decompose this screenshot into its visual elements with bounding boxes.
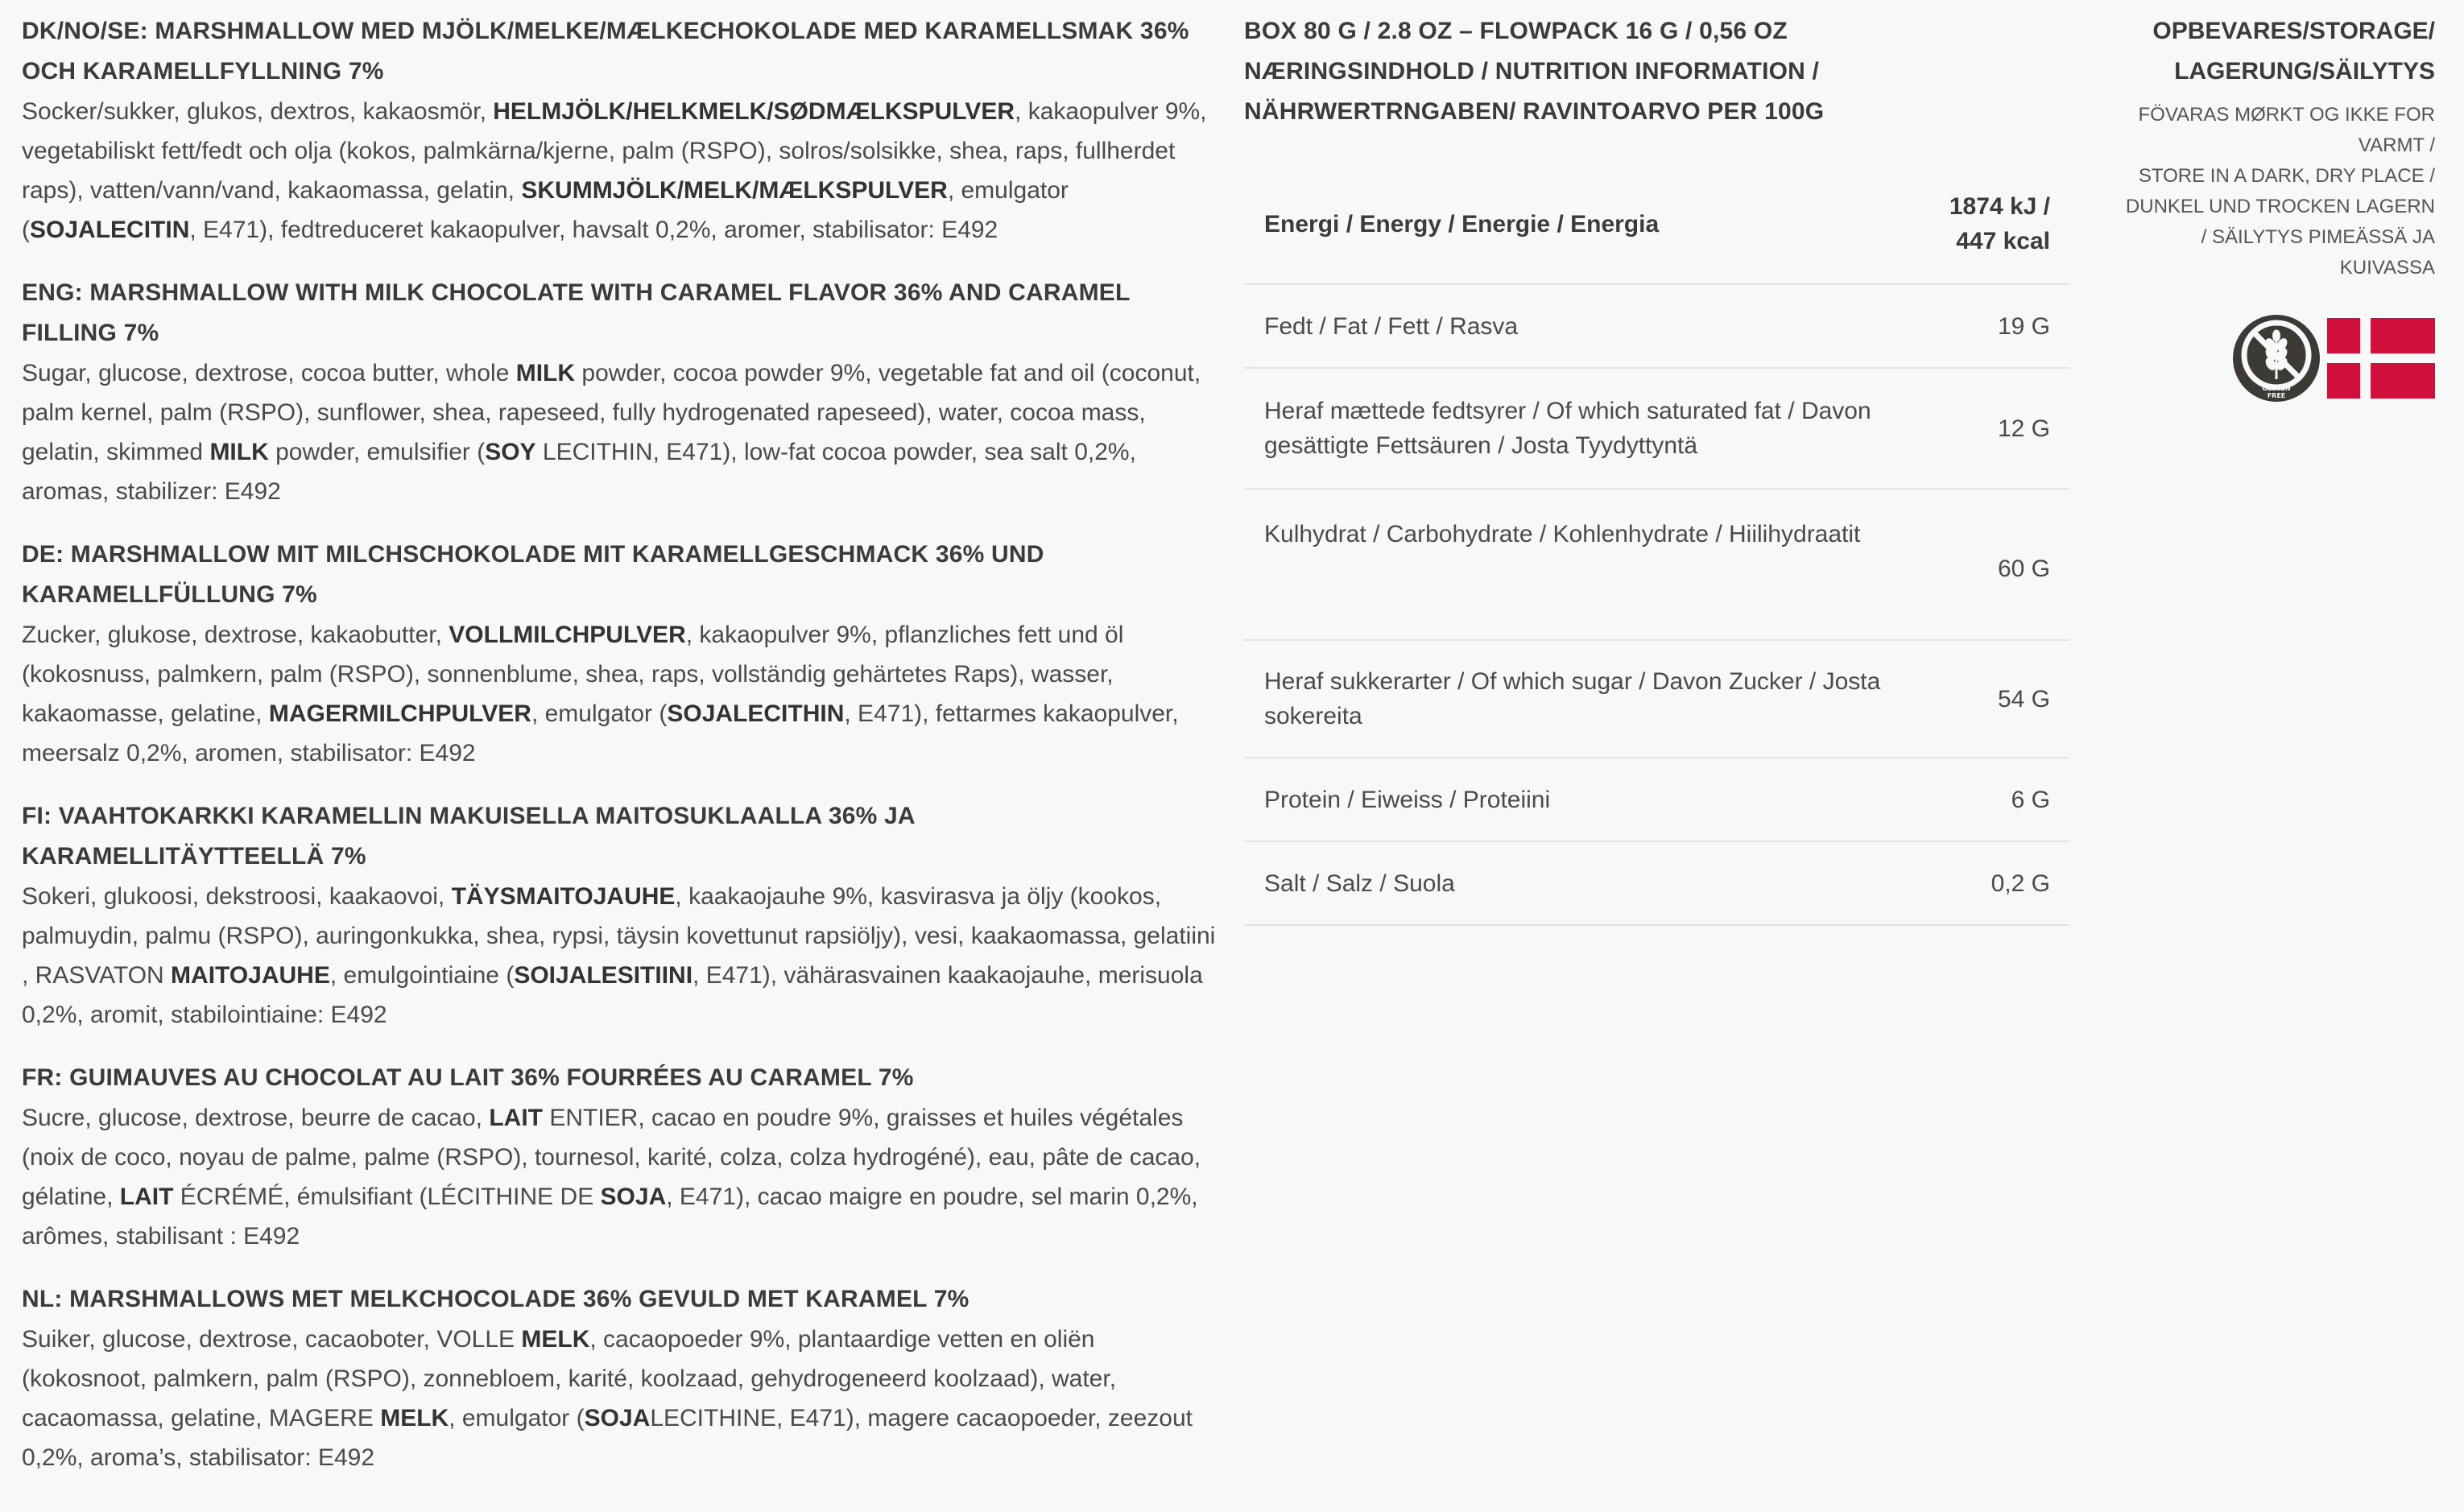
nutrition-label: Kulhydrat / Carbohydrate / Kohlenhydrate / Hiilihydraatit bbox=[1264, 521, 1861, 547]
allergen-text: MILK bbox=[209, 439, 269, 465]
allergen-text: SOJALECITHIN bbox=[667, 700, 845, 727]
section-body bbox=[22, 615, 1222, 773]
allergen-text: HELMJÖLK/HELKMELK/SØDMÆLKSPULVER bbox=[493, 98, 1015, 125]
allergen-text: SKUMMJÖLK/MELK/MÆLKSPULVER bbox=[521, 177, 948, 204]
text-segment: , E471), fettarmes kakaopulver, meersalz 0,2%, aromen, stabilisator: E492 bbox=[22, 700, 1179, 766]
section-title: DE: MARSHMALLOW MIT MILCHSCHOKOLADE MIT KARAMELLGESCHMACK 36% UND KARAMELLFÜLLUNG 7% bbox=[22, 541, 1044, 608]
nutrition-row-protein bbox=[1244, 758, 2069, 842]
allergen-text: LAIT bbox=[119, 1184, 174, 1210]
nutrition-label: Heraf mættede fedtsyrer / Of which saturated fat / Davon gesättigte Fettsäuren / Josta Tyydyttyntä bbox=[1264, 398, 1871, 459]
text-segment: Sokeri, glukoosi, dekstroosi, kaakaovoi, bbox=[22, 883, 452, 910]
section-body bbox=[22, 1098, 1222, 1256]
nutrition-label: Protein / Eiweiss / Proteiini bbox=[1264, 786, 1551, 813]
section-body bbox=[22, 92, 1222, 250]
ingredients-section-de bbox=[22, 535, 1222, 773]
ingredients-section-eng bbox=[22, 273, 1222, 511]
text-segment: , emulgator ( bbox=[531, 700, 668, 727]
ingredients-column bbox=[22, 11, 1222, 1501]
ingredients-section-fr bbox=[22, 1058, 1222, 1256]
section-title: DK/NO/SE: MARSHMALLOW MED MJÖLK/MELKE/MÆLKECHOKOLADE MED KARAMELLSMAK 36% OCH KARAMELLFYLLNING 7% bbox=[22, 18, 1189, 85]
text-segment: , emulgator ( bbox=[449, 1405, 585, 1431]
text-segment: LECITHIN, E471), low-fat cocoa powder, sea salt 0,2%, aromas, stabilizer: E492 bbox=[22, 439, 1136, 505]
allergen-text: LAIT bbox=[489, 1105, 543, 1131]
nutrition-header-line: NÆRINGSINDHOLD / NUTRITION INFORMATION / bbox=[1244, 58, 1820, 85]
allergen-text: SOJA bbox=[600, 1184, 667, 1210]
nutrition-label: Heraf sukkerarter / Of which sugar / Davon Zucker / Josta sokereita bbox=[1264, 668, 1881, 729]
storage-instructions bbox=[2081, 100, 2435, 283]
allergen-text: MAITOJAUHE bbox=[171, 962, 330, 989]
section-body bbox=[22, 1320, 1222, 1477]
allergen-text: SOJALECITIN bbox=[30, 217, 190, 243]
badge-text: GLUTEN bbox=[2262, 385, 2291, 392]
text-segment: powder, cocoa powder 9%, vegetable fat and oil (coconut, palm kernel, palm (RSPO), sunflower, shea, rapeseed, fully hydrogenated rapeseed), water, cocoa mass, gelatin, skimmed bbox=[22, 360, 1201, 465]
allergen-text: SOY bbox=[485, 439, 536, 465]
text-segment: LECITHINE, E471), magere cacaopoeder, zeezout 0,2%, aroma’s, stabilisator: E492 bbox=[22, 1405, 1193, 1471]
nutrition-header-line: BOX 80 G / 2.8 OZ – FLOWPACK 16 G / 0,56 OZ bbox=[1244, 18, 1788, 44]
storage-text-line: / SÄILYTYS PIMEÄSSÄ JA bbox=[2201, 226, 2435, 248]
text-segment: , emulgator ( bbox=[22, 177, 1069, 243]
nutrition-label: Salt / Salz / Suola bbox=[1264, 870, 1455, 897]
nutrition-value: 19 G bbox=[1997, 312, 2050, 340]
ingredients-section-fi bbox=[22, 796, 1222, 1035]
section-title: FR: GUIMAUVES AU CHOCOLAT AU LAIT 36% FOURRÉES AU CARAMEL 7% bbox=[22, 1064, 914, 1091]
text-segment: , E471), cacao maigre en poudre, sel marin 0,2%, arômes, stabilisant : E492 bbox=[22, 1184, 1198, 1250]
storage-text-line: STORE IN A DARK, DRY PLACE / bbox=[2138, 165, 2435, 187]
nutrition-row-salt bbox=[1244, 842, 2069, 926]
text-segment: Suiker, glucose, dextrose, cacaoboter, VOLLE bbox=[22, 1326, 522, 1353]
storage-text-line: KUIVASSA bbox=[2339, 257, 2435, 279]
nutrition-value: 54 G bbox=[1997, 685, 2050, 713]
nutrition-value: 12 G bbox=[1997, 415, 2050, 442]
section-body bbox=[22, 353, 1222, 511]
text-segment: ENTIER, cacao en poudre 9%, graisses et huiles végétales (noix de coco, noyau de palme, palme (RSPO), tournesol, karité, colza, colza hydrogéné), eau, pâte de cacao, gélatine, bbox=[22, 1105, 1201, 1210]
allergen-text: MELK bbox=[521, 1326, 590, 1353]
nutrition-label: Energi / Energy / Energie / Energia bbox=[1264, 210, 1660, 238]
nutrition-label: Fedt / Fat / Fett / Rasva bbox=[1264, 312, 1519, 340]
nutrition-value: 1874 kJ / 447 kcal bbox=[1949, 193, 2050, 254]
nutrition-row-energy bbox=[1244, 164, 2069, 285]
storage-text-line: FÖVARAS MØRKT OG IKKE FOR bbox=[2138, 104, 2435, 126]
section-title: NL: MARSHMALLOWS MET MELKCHOCOLADE 36% GEVULD MET KARAMEL 7% bbox=[22, 1286, 969, 1312]
section-body bbox=[22, 877, 1222, 1035]
ingredients-section-dk bbox=[22, 11, 1222, 250]
section-title: ENG: MARSHMALLOW WITH MILK CHOCOLATE WITH CARAMEL FLAVOR 36% AND CARAMEL FILLING 7% bbox=[22, 279, 1130, 346]
nutrition-value: 0,2 G bbox=[1991, 870, 2050, 897]
nutrition-value: 60 G bbox=[1997, 556, 2050, 582]
text-segment: Zucker, glukose, dextrose, kakaobutter, bbox=[22, 622, 449, 648]
storage-text-line: DUNKEL UND TROCKEN LAGERN bbox=[2125, 196, 2435, 217]
storage-title: OPBEVARES/STORAGE/ bbox=[2152, 18, 2435, 44]
text-segment: , E471), vähärasvainen kaakaojauhe, merisuola 0,2%, aromit, stabilointiaine: E492 bbox=[22, 962, 1203, 1028]
text-segment: , kakaopulver 9%, pflanzliches fett und öl (kokosnuss, palmkern, palm (RSPO), sonnenblume, shea, raps, vollständig gehärtetes Raps), wasser, kakaomasse, gelatine, bbox=[22, 622, 1124, 727]
allergen-text: SOJA bbox=[584, 1405, 651, 1431]
allergen-text: MELK bbox=[380, 1405, 449, 1431]
text-segment: , kakaopulver 9%, vegetabiliskt fett/fedt och olja (kokos, palmkärna/kjerne, palm (RSPO), solros/solsikke, shea, raps, fullherdet raps), vatten/vann/vand, kakaomassa, gelatin, bbox=[22, 98, 1207, 204]
text-segment: powder, emulsifier ( bbox=[268, 439, 486, 465]
text-segment: Sucre, glucose, dextrose, beurre de cacao, bbox=[22, 1105, 490, 1131]
allergen-text: SOIJALESITIINI bbox=[514, 962, 693, 989]
allergen-text: TÄYSMAITOJAUHE bbox=[451, 883, 676, 910]
nutrition-column bbox=[1244, 11, 2069, 897]
text-segment: ÉCRÉMÉ, émulsifiant (LÉCITHINE DE bbox=[173, 1184, 601, 1210]
nutrition-value: 6 G bbox=[2011, 786, 2050, 813]
storage-title: LAGERUNG/SÄILYTYS bbox=[2174, 58, 2435, 85]
text-segment: , cacaopoeder 9%, plantaardige vetten en oliën (kokosnoot, palmkern, palm (RSPO), zonnebloem, karité, koolzaad, gehydrogeneerd koolzaad), water, cacaomassa, gelatine, MAGERE bbox=[22, 1326, 1117, 1431]
storage-text-line: VARMT / bbox=[2358, 134, 2435, 156]
section-title: FI: VAAHTOKARKKI KARAMELLIN MAKUISELLA MAITOSUKLAALLA 36% JA KARAMELLITÄYTTEELLÄ 7% bbox=[22, 803, 915, 870]
nutrition-row-saturated-fat bbox=[1244, 369, 2069, 490]
allergen-text: VOLLMILCHPULVER bbox=[449, 622, 686, 648]
allergen-text: MAGERMILCHPULVER bbox=[268, 700, 531, 727]
allergen-text: MILK bbox=[515, 360, 576, 386]
text-segment: , kaakaojauhe 9%, kasvirasva ja öljy (kookos, palmuydin, palmu (RSPO), auringonkukka, shea, rypsi, täysin kovettunut rapsiöljy), vesi, kaakaomassa, gelatiini , RASVATON bbox=[22, 883, 1216, 989]
nutrition-table bbox=[1244, 164, 2069, 926]
storage-column bbox=[2081, 11, 2435, 283]
certification-badges bbox=[2230, 312, 2435, 404]
nutrition-row-sugar bbox=[1244, 641, 2069, 758]
nutrition-header-line: NÄHRWERTRNGABEN/ RAVINTOARVO PER 100G bbox=[1244, 98, 1825, 125]
gluten-free-icon bbox=[2230, 312, 2322, 404]
text-segment: Sugar, glucose, dextrose, cocoa butter, whole bbox=[22, 360, 516, 386]
danish-flag-icon bbox=[2327, 318, 2435, 399]
ingredients-section-nl bbox=[22, 1279, 1222, 1477]
badge-text: FREE bbox=[2267, 392, 2286, 399]
nutrition-row-fat bbox=[1244, 285, 2069, 369]
text-segment: , E471), fedtreduceret kakaopulver, havsalt 0,2%, aromer, stabilisator: E492 bbox=[189, 217, 998, 243]
text-segment: Socker/sukker, glukos, dextros, kakaosmör, bbox=[22, 98, 494, 125]
nutrition-row-carbohydrate bbox=[1244, 490, 2069, 641]
text-segment: , emulgointiaine ( bbox=[329, 962, 515, 989]
